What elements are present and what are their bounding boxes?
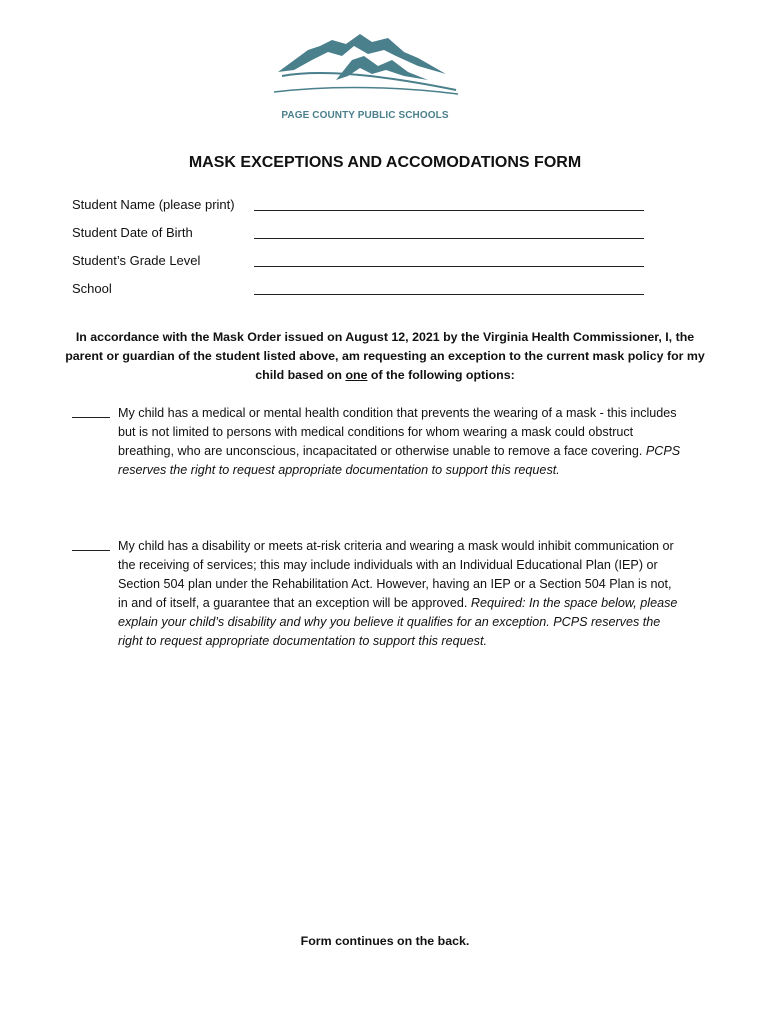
form-title: MASK EXCEPTIONS AND ACCOMODATIONS FORM	[188, 154, 582, 171]
school-name: PAGE COUNTY PUBLIC SCHOOLS	[281, 110, 449, 121]
mountains-logo-icon	[268, 30, 468, 102]
student-name-field	[72, 197, 647, 217]
footer-note: Form continues on the back.	[300, 934, 470, 948]
option-medical-italic: PCPS reserves the right to request appropriate documentation to support this request.	[118, 444, 681, 477]
school-line[interactable]	[254, 294, 644, 295]
student-grade-line[interactable]	[254, 266, 644, 267]
student-dob-field	[72, 225, 647, 245]
school-field	[72, 281, 647, 301]
student-dob-label: Student Date of Birth	[72, 225, 193, 240]
student-name-line[interactable]	[254, 210, 644, 211]
student-grade-field	[72, 253, 647, 273]
school-label: School	[72, 281, 112, 296]
option-medical-body: My child has a medical or mental health condition that prevents the wearing of a mask - this includes but is not limited to persons with medical conditions for whom wearing a mask could obstruct breathing, who are unconscious, incapacitated or otherwise unable to remove a face covering.	[118, 406, 677, 458]
option-disability	[72, 537, 682, 651]
student-name-label: Student Name (please print)	[72, 197, 235, 212]
intro-underlined: one	[345, 368, 368, 382]
option-disability-italic: Required: In the space below, please explain your child’s disability and why you believe it qualifies for an exception. PCPS reserves the right to request appropriate documentation to support this request.	[118, 596, 678, 648]
option-medical	[72, 404, 682, 480]
option-medical-blank[interactable]	[72, 417, 110, 418]
intro-part1: In accordance with the Mask Order issued on August 12, 2021 by the Virginia Health Commissioner, I, the parent or guardian of the student listed above, am requesting an exception to the current mask policy for my child based on	[65, 330, 705, 382]
student-dob-line[interactable]	[254, 238, 644, 239]
option-disability-blank[interactable]	[72, 550, 110, 551]
intro-statement	[60, 328, 710, 385]
option-disability-body: My child has a disability or meets at-risk criteria and wearing a mask would inhibit communication or the receiving of services; this may include individuals with an Individual Educational Plan (IEP) or Section 504 plan under the Rehabilitation Act. However, having an IEP or a Section 504 Plan is not, in and of itself, a guarantee that an exception will be approved.	[118, 539, 674, 610]
intro-part2: of the following options:	[367, 368, 515, 382]
student-grade-label: Student’s Grade Level	[72, 253, 201, 268]
option-medical-text	[118, 404, 682, 480]
option-disability-text	[118, 537, 682, 651]
